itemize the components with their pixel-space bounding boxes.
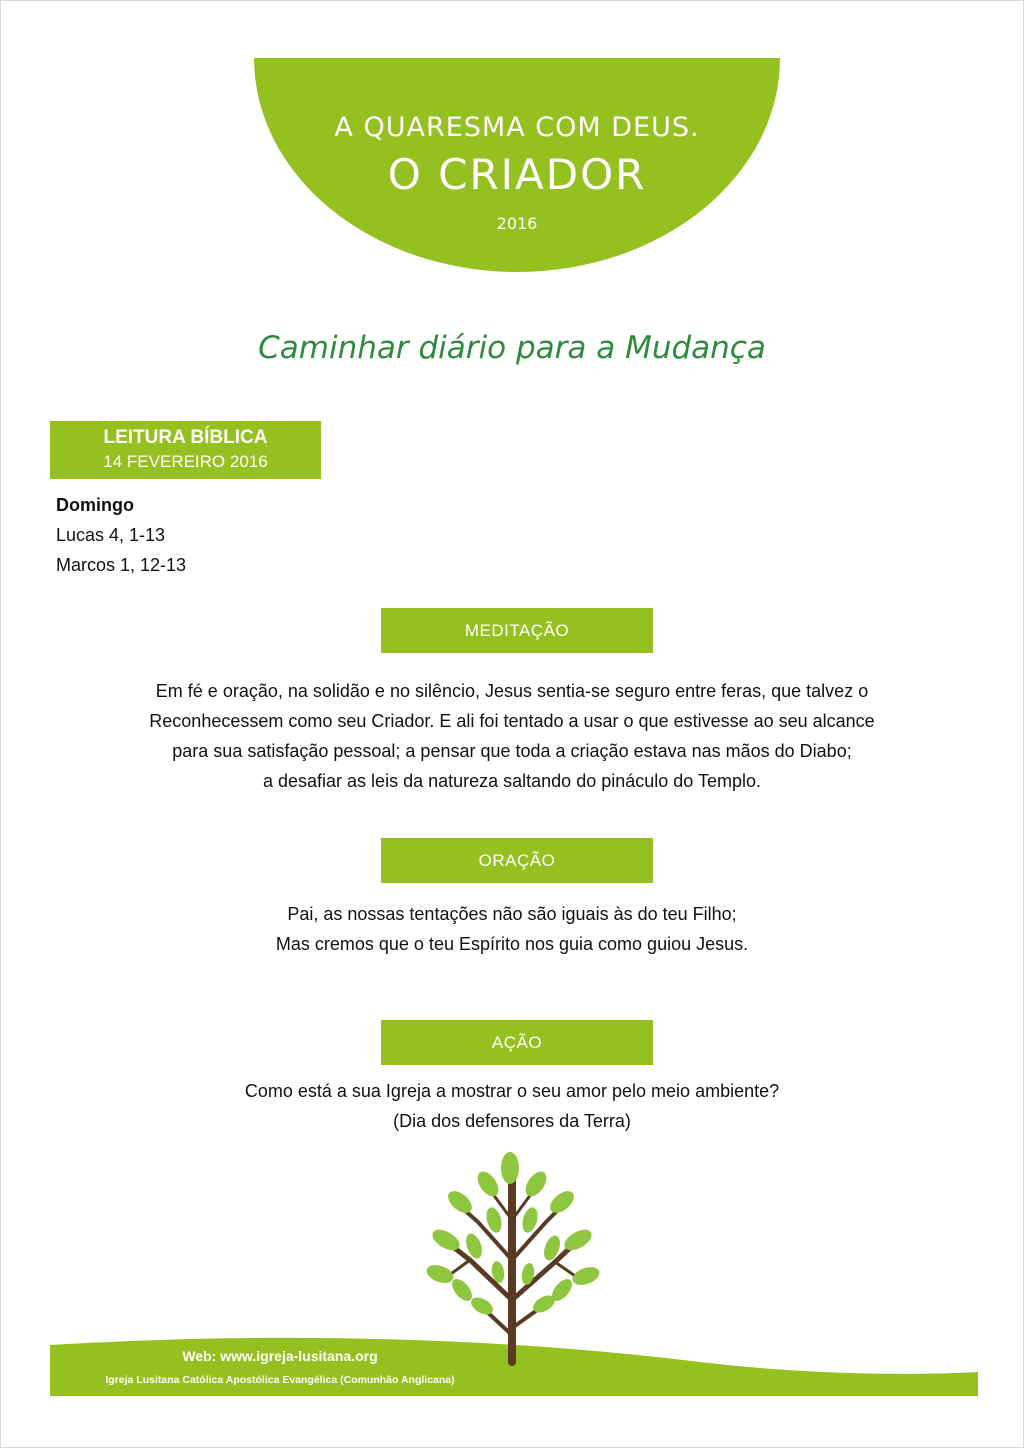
action-banner: AÇÃO bbox=[381, 1020, 653, 1065]
reading-list bbox=[56, 490, 186, 580]
reading-header-box bbox=[50, 421, 321, 479]
meditation-line: para sua satisfação pessoal; a pensar que toda a criação estava nas mãos do Diabo; bbox=[172, 741, 852, 761]
action-line: (Dia dos defensores da Terra) bbox=[393, 1111, 631, 1131]
tree-icon bbox=[424, 1152, 602, 1362]
meditation-line: Em fé e oração, na solidão e no silêncio, Jesus sentia-se seguro entre feras, que talvez o bbox=[155, 681, 869, 701]
header-year: 2016 bbox=[496, 214, 538, 233]
meditation-text bbox=[60, 676, 964, 796]
header-title-line1: A QUARESMA COM DEUS. bbox=[334, 112, 700, 143]
meditation-banner: MEDITAÇÃO bbox=[381, 608, 653, 653]
prayer-text bbox=[60, 899, 964, 959]
footer-web: Web: www.igreja-lusitana.org bbox=[182, 1348, 378, 1364]
header-title-line2: O CRIADOR bbox=[387, 150, 647, 199]
meditation-line: Reconhecessem como seu Criador. E ali foi tentado a usar o que estivesse ao seu alcance bbox=[149, 711, 875, 731]
page-subtitle: Caminhar diário para a Mudança bbox=[258, 330, 766, 366]
prayer-line: Pai, as nossas tentações não são iguais às do teu Filho; bbox=[287, 904, 737, 924]
footer-org: Igreja Lusitana Católica Apostólica Evangélica (Comunhão Anglicana) bbox=[105, 1374, 455, 1386]
reading-title: LEITURA BÍBLICA bbox=[103, 427, 268, 448]
prayer-line: Mas cremos que o teu Espírito nos guia como guiou Jesus. bbox=[275, 934, 749, 954]
reading-day: Domingo bbox=[56, 495, 134, 515]
reading-passage: Marcos 1, 12-13 bbox=[56, 555, 187, 575]
prayer-banner: ORAÇÃO bbox=[381, 838, 653, 883]
reading-passage: Lucas 4, 1-13 bbox=[56, 525, 166, 545]
action-text bbox=[60, 1076, 964, 1136]
meditation-line: a desafiar as leis da natureza saltando do pináculo do Templo. bbox=[263, 771, 761, 791]
reading-date: 14 FEVEREIRO 2016 bbox=[103, 452, 268, 471]
action-line: Como está a sua Igreja a mostrar o seu amor pelo meio ambiente? bbox=[244, 1081, 780, 1101]
